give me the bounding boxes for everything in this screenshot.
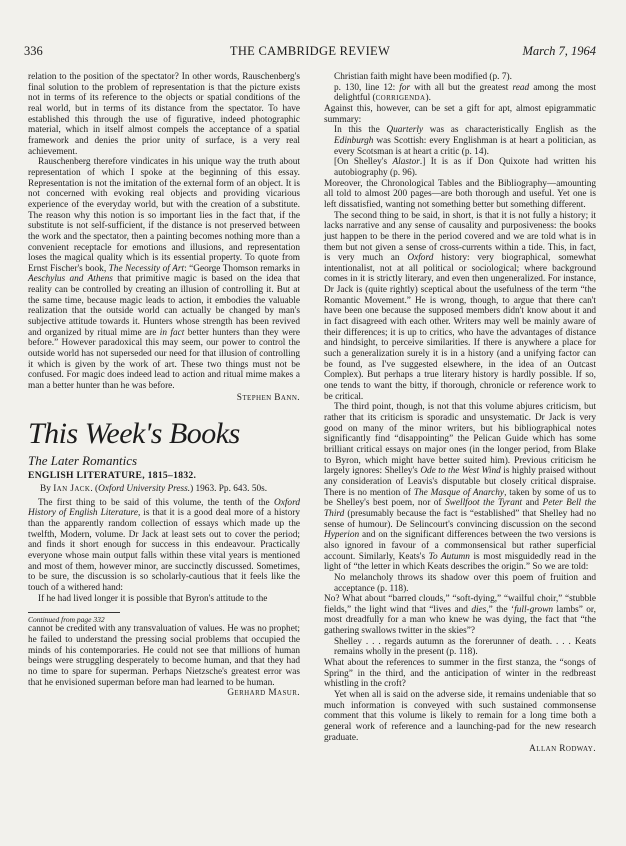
review-paragraph: No? What about “barred clouds,” “soft-dying,” “wailful choir,” “stubble fields,” the light wind that “lives and dies,” the ‘full-grown lambs” or, most dreadfully for a man who knew he was dying, the fact that “the gathering swallows twitter in the skies”? (324, 594, 596, 637)
book-byline: By Ian Jack. (Oxford University Press.) 1963. Pp. 643. 50s. (40, 484, 268, 494)
essay-signature: Stephen Bann. (236, 392, 300, 403)
book-title: ENGLISH LITERATURE, 1815–1832. (28, 470, 197, 482)
page-number: 336 (24, 44, 43, 58)
right-column (324, 72, 596, 755)
review-quote: If he had lived longer it is possible that Byron's attitude to the (38, 593, 268, 604)
review-quote: In this the Quarterly was as characteristically English as the Edinburgh was Scottish: every Englishman is at heart a politician, as every Scotsman is at heart a critic (p. 14). (334, 125, 597, 157)
review-paragraph: Against this, however, can be set a gift for apt, almost epigrammatic summary: (324, 103, 596, 125)
essay-paragraph: Rauschenberg therefore vindicates in his unique way the truth about representation of which I spoke at the beginning of this essay. Representation is not the imitation of the external form of an object. It is not concerned with evoking real objects and providing vicarious experience of the everyday world, but with the creation of a substitute. The reason why this notion is so important lies in the fact that, if the substitute is not self-sufficient, if the distance is not preserved between the work and the spectator, then a painting becomes nothing more than a convenient receptacle for emotions and illusions, and representation loses the magical quality which is its essential property. To quote from Ernst Fischer's book, The Necessity of Art: “George Thomson remarks in Aeschylus and Athens that primitive magic is based on the idea that reality can be controlled by creating an illusion of controlling it. But at the same time, because magic leads to action, it embodies the valuable realization that the outside world can actually be changed by man's subjective attitude towards it. Hunters whose strength has been revived and organized by ritual mime are in fact better hunters than they were before.” However paradoxical this may seem, our power to control the outside world has not superseded our need for that illusion of controlling it which is given by the work of art. These two things must not be confused. For magic does indeed lead to action and ritual mime makes a man a better hunter than he was before. (28, 157, 301, 392)
essay-paragraph: relation to the position of the spectator? In other words, Rauschenberg's final solution to the problem of representation is that the picture exists not in terms of its reference to the objects or spatial conditions of the real world, but in terms of its distance from the spectator. To have established this through the use of figurative, indeed photographic material, which in itself almost compels the acceptance of a spatial framework and denies the prior unity of surface, is a very real achievement. (28, 72, 300, 157)
masthead: THE CAMBRIDGE REVIEW (229, 44, 391, 58)
review-quote: Christian faith might have been modified (p. 7). (334, 72, 512, 82)
issue-date: March 7, 1964 (522, 44, 596, 58)
review-paragraph: Yet when all is said on the adverse side, it remains undeniable that so much information is conveyed with such sustained commonsense comment that this volume is likely to remain for a long time both a general work of reference and a launching-pad for the new research graduate. (324, 690, 596, 743)
review-paragraph: What about the references to summer in the first stanza, the “songs of Spring” in the third, and the anticipation of winter in the redbreast whistling in the croft? (324, 658, 596, 690)
review-quote: [On Shelley's Alastor.] It is as if Don Quixote had written his autobiography (p. 96). (334, 157, 596, 178)
review-quote: Shelley . . . regards autumn as the forerunner of death. . . . Keats remains wholly in the present (p. 118). (334, 636, 596, 658)
divider-rule (28, 612, 120, 613)
review-quote: p. 130, line 12: for with all but the greatest read among the most delightful (corrigenda). (334, 82, 597, 104)
review-paragraph: The first thing to be said of this volume, the tenth of the Oxford History of English Literature, is that it is a good deal more of a history than the apparently random collection of essays which made up the twelfth, Modern, volume. Dr Jack at least sets out to cover the period; and finds it short enough for success in this endeavour. Practically everyone whose main output falls within these vital years is mentioned and most of them, however minor, are succinctly discussed. Sometimes, to be sure, the discussion is so scholarly-cautious that it feels like the touch of a withered hand: (28, 497, 300, 593)
review-paragraph: The second thing to be said, in short, is that it is not fully a history; it lacks narrative and any sense of causality and purposiveness: the books just happen to be there in the period covered and we are told what is in them but not given a sense of cross-currents within a tide. This, in fact, is very much an Oxford history: very biographical, somewhat intentionalist, not at all political or sociological; where background comes in it is strictly literary, and even then ungeneralized. For instance, Dr Jack is (quite rightly) sceptical about the usefulness of the term “the Romantic Movement.” He is wrong, though, to argue that there can't have been one because the supposed members didn't know about it and in fact disagreed with each other. Writers may well be mainly aware of their differences; it is up to critics, who have the advantages of distance and hindsight, to perceive similarities. If there is anywhere a place for such a generalization surely it is in a history (and a unifying factor can be found, as I've suggested elsewhere, in the idea of an Outcast Complex). But perhaps a true literary history is hardly possible. If so, one tends to want the bitty, if thorough, chronicle or reference work to be critical. (324, 210, 597, 402)
review-subtitle: The Later Romantics (28, 453, 138, 469)
continued-paragraph: cannot be credited with any transvaluation of values. He was no prophet; he failed to understand the pressing social problems that occupied the minds of his contemporaries. He could not see that millions of human beings were struggling desperately to become human, and that they had no time to spare for superman. Perhaps Nietzsche's greatest error was that he envisioned superman before man had learned to be human. Gerhard Masur. (28, 624, 300, 699)
review-paragraph: Moreover, the Chronological Tables and the Bibliography—amounting all told to almost 200 pages—are both thorough and useful. Yet one is left dissatisfied, wanting not something better but something different. (324, 178, 596, 210)
continued-note: Continued from page 332 (28, 615, 105, 625)
section-title: This Week's Books (28, 417, 240, 451)
continued-signature: Gerhard Masur. (227, 688, 300, 699)
page-header (24, 44, 596, 60)
review-signature: Allan Rodway. (529, 744, 596, 755)
left-column (28, 72, 300, 699)
review-paragraph: The third point, though, is not that this volume abjures criticism, but rather that its criticism is sporadic and unsystematic. Dr Jack is very good on many of the minor writers, but his bibliographical notes significantly find “disappointing” the Pelican Guide which has some brilliant critical essays on major ones (in the longer period, from Blake to Byron, which might have better suited him). Previous criticism he largely ignores: Shelley's Ode to the West Wind is highly praised without any consideration of Leavis's disputable but closely critical dispraise. There is no mention of The Masque of Anarchy, taken by some of us to be Shelley's best poem, nor of Swellfoot the Tyrant and Peter Bell the Third (presumably because the fact is “established” that Shelley had no sense of humour). De Selincourt's convincing discussion on the second Hyperion and on the significant differences between the two versions is also ignored in favour of a commonsensical but rather superficial account. Similarly, Keats's To Autumn is most misguidedly read in the light of “the letter in which Keats describes the origin.” So we are told: (324, 402, 597, 573)
review-quote: No melancholy throws its shadow over this poem of fruition and acceptance (p. 118). (334, 572, 596, 594)
